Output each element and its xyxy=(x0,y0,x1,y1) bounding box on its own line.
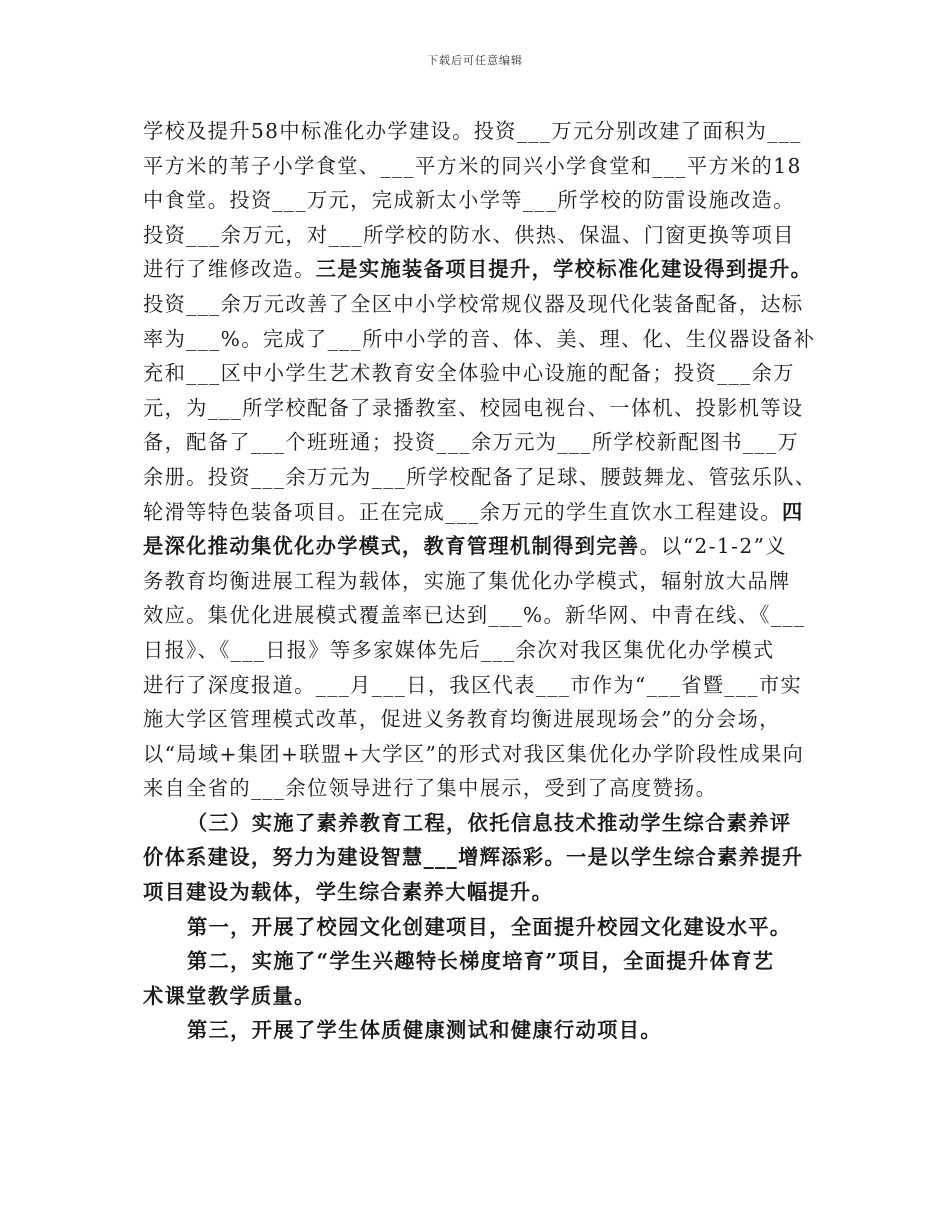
text-line: 平方米的苇子小学食堂、___平方米的同兴小学食堂和___平方米的18 xyxy=(143,153,802,178)
list-item-third: 第三，开展了学生体质健康测试和健康行动项目。 xyxy=(187,1018,662,1043)
bold-heading-segment: 四 xyxy=(781,499,804,524)
text-line: 元，为___所学校配备了录播教室、校园电视台、一体机、投影机等设 xyxy=(143,395,804,420)
page-header-note: 下载后可任意编辑 xyxy=(427,54,523,67)
text-line xyxy=(143,252,815,287)
text-line: 效应。集优化进展模式覆盖率已达到___%。新华网、中青在线、《___ xyxy=(143,603,806,628)
text-line: 中食堂。投资___万元，完成新太小学等___所学校的防雷设施改造。 xyxy=(143,188,795,213)
list-item-first: 第一，开展了校园文化创建项目，全面提升校园文化建设水平。 xyxy=(187,914,792,939)
bold-heading-segment: 三是实施装备项目提升，学校标准化建设得到提升。 xyxy=(315,257,813,282)
text-line: 余册。投资___余万元为___所学校配备了足球、腰鼓舞龙、管弦乐队、 xyxy=(143,464,817,489)
text-line: 率为___%。完成了___所中小学的音、体、美、理、化、生仪器设备补 xyxy=(143,326,816,351)
text-line xyxy=(143,495,815,530)
text-line: 以“局域+集团+联盟+大学区”的形式对我区集优化办学阶段性成果向 xyxy=(143,741,805,766)
text-line xyxy=(143,529,815,564)
text-line: 来自全省的___余位领导进行了集中展示，受到了高度赞扬。 xyxy=(143,776,718,801)
text-line: 投资___余万元改善了全区中小学校常规仪器及现代化装备配备，达标 xyxy=(143,291,804,316)
text-line: 务教育均衡进展工程为载体，实施了集优化办学模式，辐射放大品牌 xyxy=(143,568,791,593)
text-line: 学校及提升58中标准化办学建设。投资___万元分别改建了面积为___ xyxy=(143,119,802,143)
bold-heading-segment: 是深化推动集优化办学模式，教育管理机制得到完善 xyxy=(143,534,640,559)
text-line: 进行了深度报道。___月___日，我区代表___市作为“___省暨___市实 xyxy=(143,672,803,697)
text-line: 日报》、《___日报》等多家媒体先后___余次对我区集优化办学模式 xyxy=(143,637,775,662)
section-heading-line: （三）实施了素养教育工程，依托信息技术推动学生综合素养评 xyxy=(187,810,792,835)
section-heading-line: 项目建设为载体，学生综合素养大幅提升。 xyxy=(143,880,554,905)
list-item-second: 第二，实施了“学生兴趣特长梯度培育”项目，全面提升体育艺 xyxy=(187,949,775,974)
text-segment: 轮滑等特色装备项目。正在完成___余万元的学生直饮水工程建设。 xyxy=(143,499,782,524)
text-line: 备，配备了___个班班通；投资___余万元为___所学校新配图书___万 xyxy=(143,430,800,455)
text-line: 施大学区管理模式改革，促进义务教育均衡进展现场会”的分会场， xyxy=(143,707,781,732)
list-item-second-cont: 术课堂教学质量。 xyxy=(143,983,316,1008)
text-line: 投资___余万元，对___所学校的防水、供热、保温、门窗更换等项目 xyxy=(143,222,795,247)
section-heading-line: 价体系建设，努力为建设智慧___增辉添彩。一是以学生综合素养提升 xyxy=(143,845,804,870)
document-body xyxy=(143,114,815,1048)
text-segment: 。以“2-1-2”义 xyxy=(639,534,787,559)
text-segment: 进行了维修改造。 xyxy=(143,257,316,282)
text-line: 充和___区中小学生艺术教育安全体验中心设施的配备；投资___余万 xyxy=(143,361,795,386)
